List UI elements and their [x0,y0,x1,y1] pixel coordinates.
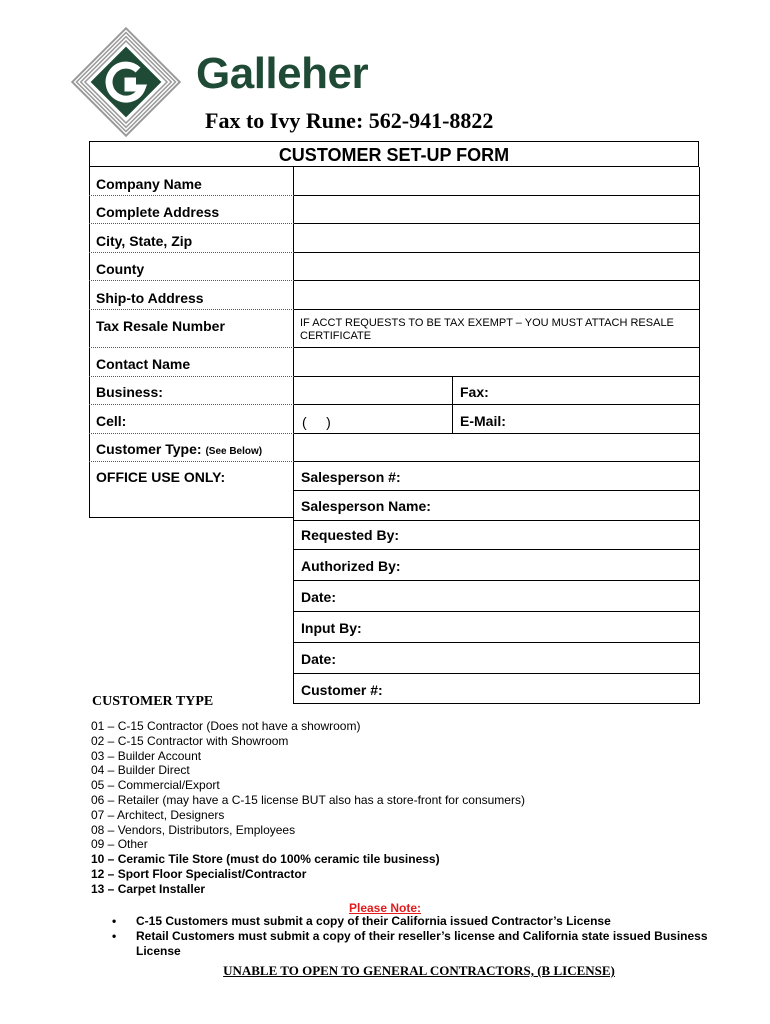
list-item [112,929,742,959]
bullet-text: Retail Customers must submit a copy of their reseller’s license and California state issued Business License [136,929,708,958]
bullet-icon: • [112,914,117,928]
business-phone-field[interactable] [294,377,452,404]
county-label: County [96,261,145,277]
contact-name-label: Contact Name [96,356,191,372]
please-note-heading: Please Note: [348,901,422,915]
company-name-label: Company Name [96,176,202,192]
tax-exempt-note: IF ACCT REQUESTS TO BE TAX EXEMPT – YOU MUST ATTACH RESALE CERTIFICATE [300,317,674,342]
bullet-text: C-15 Customers must submit a copy of their California issued Contractor’s License [136,914,611,928]
list-item: 07 – Architect, Designers [91,807,225,822]
complete-address-field[interactable] [294,196,699,223]
city-state-zip-field[interactable] [294,224,699,252]
city-state-zip-label: City, State, Zip [96,233,193,249]
footer-notice: UNABLE TO OPEN TO GENERAL CONTRACTORS, (B LICENSE) [223,963,615,978]
bullet-icon: • [112,929,117,943]
complete-address-label: Complete Address [96,204,220,220]
customer-number-label[interactable]: Customer #: [301,682,383,698]
salesperson-number-label[interactable]: Salesperson #: [301,469,401,485]
list-item: 08 – Vendors, Distributors, Employees [91,822,296,837]
office-use-only-label: OFFICE USE ONLY: [96,469,226,485]
company-name-field[interactable] [294,168,699,195]
see-below-text: (See Below) [205,446,263,457]
contact-name-field[interactable] [294,348,699,376]
salesperson-name-label[interactable]: Salesperson Name: [301,498,431,514]
list-item: 04 – Builder Direct [91,763,190,778]
brand-name: Galleher [196,49,369,98]
customer-type-label [96,442,262,457]
list-item: 01 – C-15 Contractor (Does not have a showroom) [91,719,361,733]
authorized-by-label[interactable]: Authorized By: [301,558,401,574]
form-title: CUSTOMER SET-UP FORM [89,141,699,167]
list-item: 10 – Ceramic Tile Store (must do 100% ceramic tile business) [91,852,440,867]
email-field[interactable] [515,405,699,433]
customer-type-text: Customer Type: [96,441,202,457]
email-label: E-Mail: [460,413,506,429]
county-field[interactable] [294,253,699,280]
customer-type-list [91,719,525,897]
list-item: 02 – C-15 Contractor with Showroom [91,733,289,748]
list-item: 05 – Commercial/Export [91,778,220,793]
date-label-2[interactable]: Date: [301,651,337,667]
customer-type-title: CUSTOMER TYPE [92,694,214,709]
cell-label: Cell: [96,413,127,429]
business-label: Business: [96,384,163,400]
list-item: 13 – Carpet Installer [91,881,206,896]
fax-line: Fax to Ivy Rune: 562-941-8822 [205,108,494,133]
fax-label: Fax: [460,384,489,400]
customer-type-field[interactable] [294,434,699,461]
galleher-logo-icon [66,22,186,142]
notes-list [112,914,742,959]
list-item: 09 – Other [91,837,148,852]
ship-to-address-label: Ship-to Address [96,290,204,306]
input-by-label[interactable]: Input By: [301,620,362,636]
ship-to-address-field[interactable] [294,281,699,309]
requested-by-label[interactable]: Requested By: [301,527,400,543]
list-item: 06 – Retailer (may have a C-15 license BUT also has a store-front for consumers) [91,792,525,807]
list-item: 12 – Sport Floor Specialist/Contractor [91,866,307,881]
list-item [112,914,742,929]
list-item: 03 – Builder Account [91,748,202,763]
tax-resale-number-label: Tax Resale Number [96,318,225,334]
date-label-1[interactable]: Date: [301,589,337,605]
cell-area-code[interactable]: ( ) [302,414,331,430]
fax-number-field[interactable] [505,377,699,404]
